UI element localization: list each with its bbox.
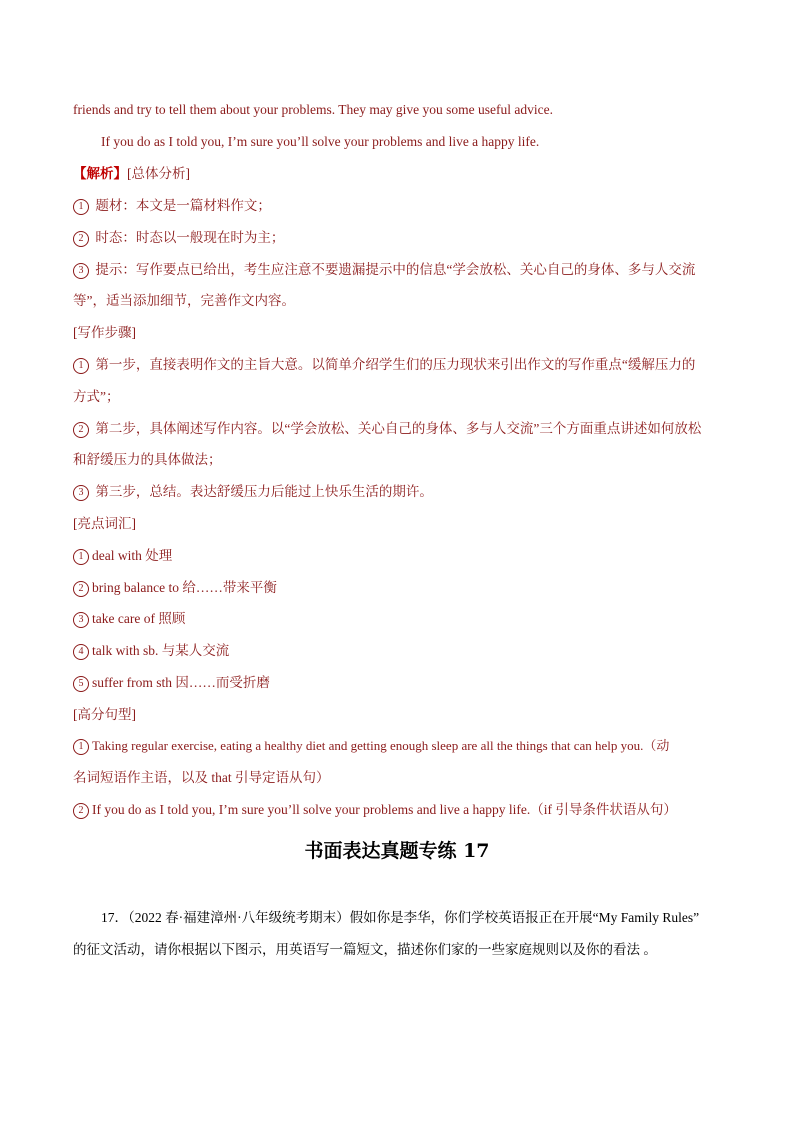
question-line-2: 的征文活动，请你根据以下图示，用英语写一篇短文，描述你们家的一些家庭规则以及你的看法 。: [73, 942, 657, 957]
circled-number: 5: [73, 676, 89, 692]
circled-number: 4: [73, 644, 89, 660]
analysis-tag: 【解析】: [73, 166, 127, 181]
analysis-item-3-cont: 等”，适当添加细节，完善作文内容。: [73, 293, 295, 308]
question-line-1: 17．（2022 春·福建漳州·八年级统考期末）假如你是李华，你们学校英语报正在开展“My Family Rules”: [101, 910, 700, 925]
circled-number: 1: [73, 739, 89, 755]
step-text: 第一步，直接表明作文的主旨大意。以简单介绍学生们的压力现状来引出作文的写作重点“缓解压力的: [95, 357, 696, 372]
sentence-text: If you do as I told you, I’m sure you’ll solve your problems and live a happy life.（if 引导条件状语从句）: [92, 802, 677, 817]
steps-title: [写作步骤]: [73, 325, 136, 340]
step-2: [73, 419, 701, 439]
step-text: 第二步，具体阐述写作内容。以“学会放松、关心自己的身体、多与人交流”三个方面重点讲述如何放松: [95, 421, 702, 436]
sentence-text: Taking regular exercise, eating a healthy diet and getting enough sleep are all the things that can help you.（动: [92, 738, 670, 753]
essay-line-2: If you do as I told you, I’m sure you’ll solve your problems and live a happy life.: [101, 134, 540, 149]
vocab-text: suffer from sth 因……而受折磨: [92, 675, 270, 690]
essay-line-1: friends and try to tell them about your problems. They may give you some useful advice.: [73, 102, 554, 117]
vocab-item-4: [73, 641, 229, 661]
analysis-item-text: 题材：本文是一篇材料作文；: [95, 198, 271, 213]
analysis-item-3: [73, 260, 695, 280]
vocab-item-3: [73, 609, 185, 629]
analysis-item-1: [73, 196, 271, 216]
vocab-title: [亮点词汇]: [73, 516, 136, 531]
circled-number: 2: [73, 803, 89, 819]
step-1: [73, 355, 695, 375]
circled-number: 1: [73, 199, 89, 215]
circled-number: 1: [73, 358, 89, 374]
step-2-cont: 和舒缓压力的具体做法；: [73, 452, 222, 467]
step-text: 第三步，总结。表达舒缓压力后能过上快乐生活的期许。: [95, 484, 433, 499]
circled-number: 3: [73, 263, 89, 279]
vocab-item-2: [73, 578, 277, 598]
vocab-text: deal with 处理: [92, 548, 173, 563]
sentence-2: [73, 800, 677, 820]
circled-number: 3: [73, 485, 89, 501]
sentence-title: [高分句型]: [73, 707, 136, 722]
step-1-cont: 方式”；: [73, 389, 120, 404]
sentence-1: [73, 736, 669, 756]
circled-number: 2: [73, 231, 89, 247]
circled-number: 2: [73, 581, 89, 597]
analysis-item-2: [73, 228, 284, 248]
sentence-1-cont: 名词短语作主语，以及 that 引导定语从句）: [73, 770, 330, 785]
section-title: 书面表达真题专练 17: [304, 840, 490, 862]
circled-number: 2: [73, 422, 89, 438]
vocab-text: talk with sb. 与某人交流: [92, 643, 230, 658]
analysis-header: [73, 164, 190, 184]
vocab-text: bring balance to 给……带来平衡: [92, 580, 277, 595]
circled-number: 3: [73, 612, 89, 628]
overall-analysis-label: [总体分析]: [127, 166, 190, 181]
analysis-item-text: 提示：写作要点已给出，考生应注意不要遗漏提示中的信息“学会放松、关心自己的身体、多与人交流: [95, 262, 696, 277]
vocab-item-1: [73, 546, 172, 566]
vocab-text: take care of 照顾: [92, 611, 186, 626]
circled-number: 1: [73, 549, 89, 565]
step-3: [73, 482, 433, 502]
analysis-item-text: 时态：时态以一般现在时为主；: [95, 230, 285, 245]
vocab-item-5: [73, 673, 270, 693]
